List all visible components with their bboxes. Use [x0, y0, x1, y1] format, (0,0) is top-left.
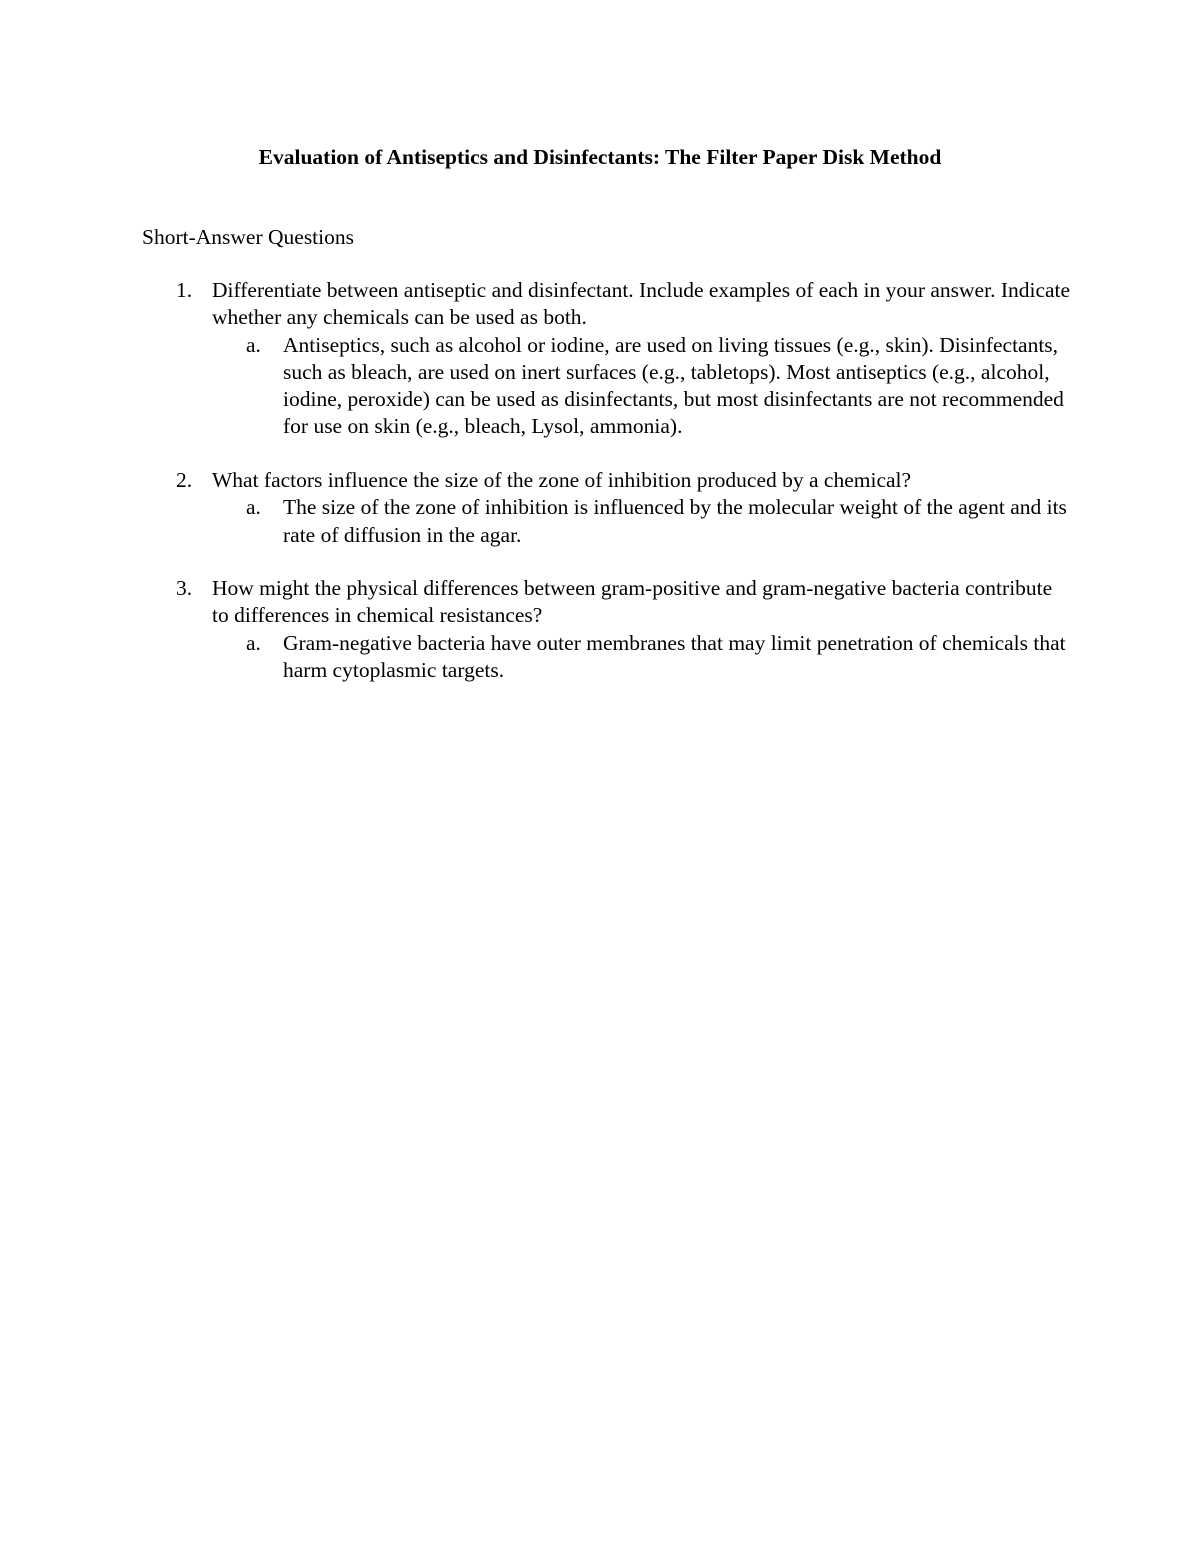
answer-row: [142, 630, 1072, 685]
answer-text: Antiseptics, such as alcohol or iodine, are used on living tissues (e.g., skin). Disinfectants, such as bleach, are used on inert surfaces (e.g., tabletops). Most antiseptics (e.g., alcohol, iodine, peroxide) can be used as disinfectants, but most disinfectants are not recommended for use on skin (e.g., bleach, Lysol, ammonia).: [283, 332, 1064, 439]
answer-letter: a.: [246, 332, 261, 357]
answer-letter: a.: [246, 495, 261, 520]
question-text: Differentiate between antiseptic and disinfectant. Include examples of each in your answer. Indicate whether any chemicals can be used as both.: [212, 278, 1071, 330]
question-text: How might the physical differences between gram-positive and gram-negative bacteria contribute to differences in chemical resistances?: [212, 576, 1053, 628]
document-title: Evaluation of Antiseptics and Disinfectants: The Filter Paper Disk Method: [258, 145, 942, 169]
question-text-row: [142, 575, 1072, 630]
answer-row: [142, 494, 1072, 549]
section-heading: Short-Answer Questions: [142, 225, 354, 249]
question-number: 1.: [176, 278, 193, 302]
question-text-row: [142, 467, 1072, 494]
question-item: [142, 575, 1072, 684]
question-number: 2.: [176, 468, 193, 492]
question-item: [142, 277, 1072, 441]
answer-letter: a.: [246, 630, 261, 655]
question-text-row: [142, 277, 1072, 332]
question-item: [142, 467, 1072, 549]
question-text: What factors influence the size of the zone of inhibition produced by a chemical?: [212, 468, 912, 492]
question-number: 3.: [176, 576, 193, 600]
answer-text: The size of the zone of inhibition is influenced by the molecular weight of the agent and its rate of diffusion in the agar.: [283, 495, 1067, 547]
answer-row: [142, 332, 1072, 441]
answer-text: Gram-negative bacteria have outer membranes that may limit penetration of chemicals that harm cytoplasmic targets.: [283, 630, 1066, 682]
